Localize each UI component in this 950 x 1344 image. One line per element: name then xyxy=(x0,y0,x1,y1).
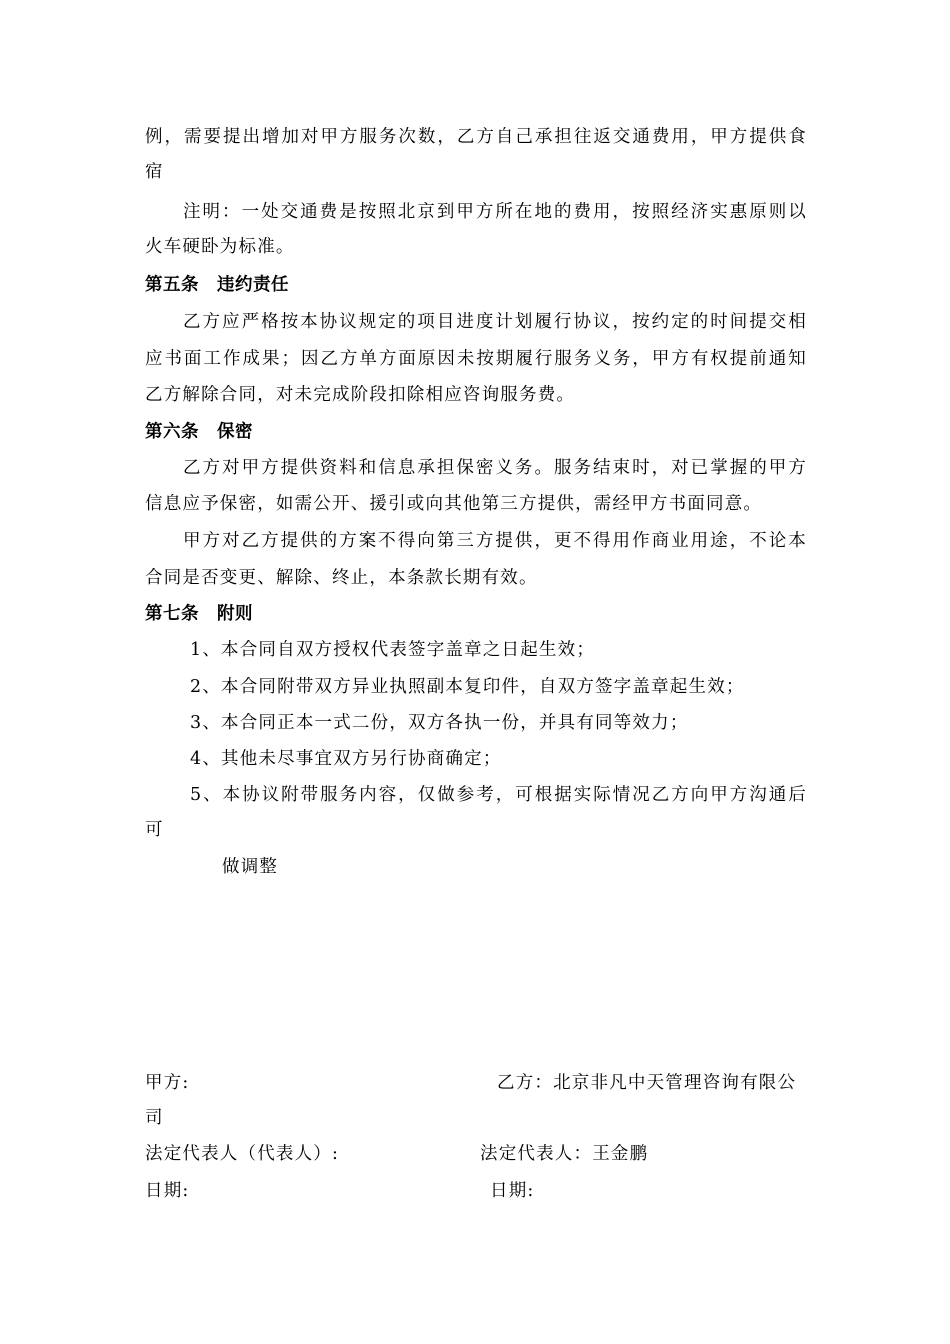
party-b-label-wrap: 司 xyxy=(145,1108,164,1128)
article-6-text-line: 甲方对乙方提供的方案不得向第三方提供，更不得用作商业用途，不论本 xyxy=(183,531,807,551)
list-item: 5、本协议附带服务内容，仅做参考，可根据实际情况乙方向甲方沟通后 xyxy=(190,785,807,805)
list-item: 4、其他未尽事宜双方另行协商确定； xyxy=(190,749,502,769)
party-a-label: 甲方: xyxy=(145,1073,190,1093)
list-item: 2、本合同附带双方异业执照副本复印件，自双方签字盖章起生效； xyxy=(190,677,745,697)
party-a-date: 日期: xyxy=(145,1181,190,1201)
party-b-date: 日期: xyxy=(490,1181,535,1201)
article-6-text-line: 合同是否变更、解除、终止，本条款长期有效。 xyxy=(145,568,538,588)
article-6-heading xyxy=(145,420,807,444)
article-title: 附则 xyxy=(217,604,253,624)
list-item-wrap: 做调整 xyxy=(222,857,279,877)
article-5-heading xyxy=(145,273,807,297)
article-number: 第六条 xyxy=(145,422,199,442)
note-text-line: 火车硬卧为标准。 xyxy=(145,237,295,257)
article-title: 保密 xyxy=(217,422,253,442)
article-title: 违约责任 xyxy=(217,275,289,295)
article-number: 第五条 xyxy=(145,275,199,295)
article-6-text-line: 信息应予保密，如需公开、援引或向其他第三方提供，需经甲方书面同意。 xyxy=(145,494,763,514)
party-b-label: 乙方：北京非凡中天管理咨询有限公 xyxy=(497,1073,797,1093)
list-item: 1、本合同自双方授权代表签字盖章之日起生效； xyxy=(190,640,596,660)
article-5-text-line: 乙方解除合同，对未完成阶段扣除相应咨询服务费。 xyxy=(145,385,576,405)
clause-text-line: 例，需要提出增加对甲方服务次数，乙方自己承担往返交通费用，甲方提供食 xyxy=(145,127,807,147)
party-a-representative: 法定代表人（代表人）: xyxy=(145,1144,340,1164)
list-item-wrap: 可 xyxy=(145,820,164,840)
article-7-heading xyxy=(145,602,807,626)
party-b-representative: 法定代表人：王金鹏 xyxy=(480,1144,649,1164)
clause-text-line: 宿 xyxy=(145,162,164,182)
note-text-line: 注明：一处交通费是按照北京到甲方所在地的费用，按照经济实惠原则以 xyxy=(183,202,807,222)
article-6-text-line: 乙方对甲方提供资料和信息承担保密义务。服务结束时，对已掌握的甲方 xyxy=(183,458,807,478)
article-number: 第七条 xyxy=(145,604,199,624)
list-item: 3、本合同正本一式二份，双方各执一份，并具有同等效力； xyxy=(190,713,689,733)
article-5-text-line: 乙方应严格按本协议规定的项目进度计划履行协议，按约定的时间提交相 xyxy=(183,312,807,332)
article-5-text-line: 应书面工作成果；因乙方单方面原因未按期履行服务义务，甲方有权提前通知 xyxy=(145,349,807,369)
